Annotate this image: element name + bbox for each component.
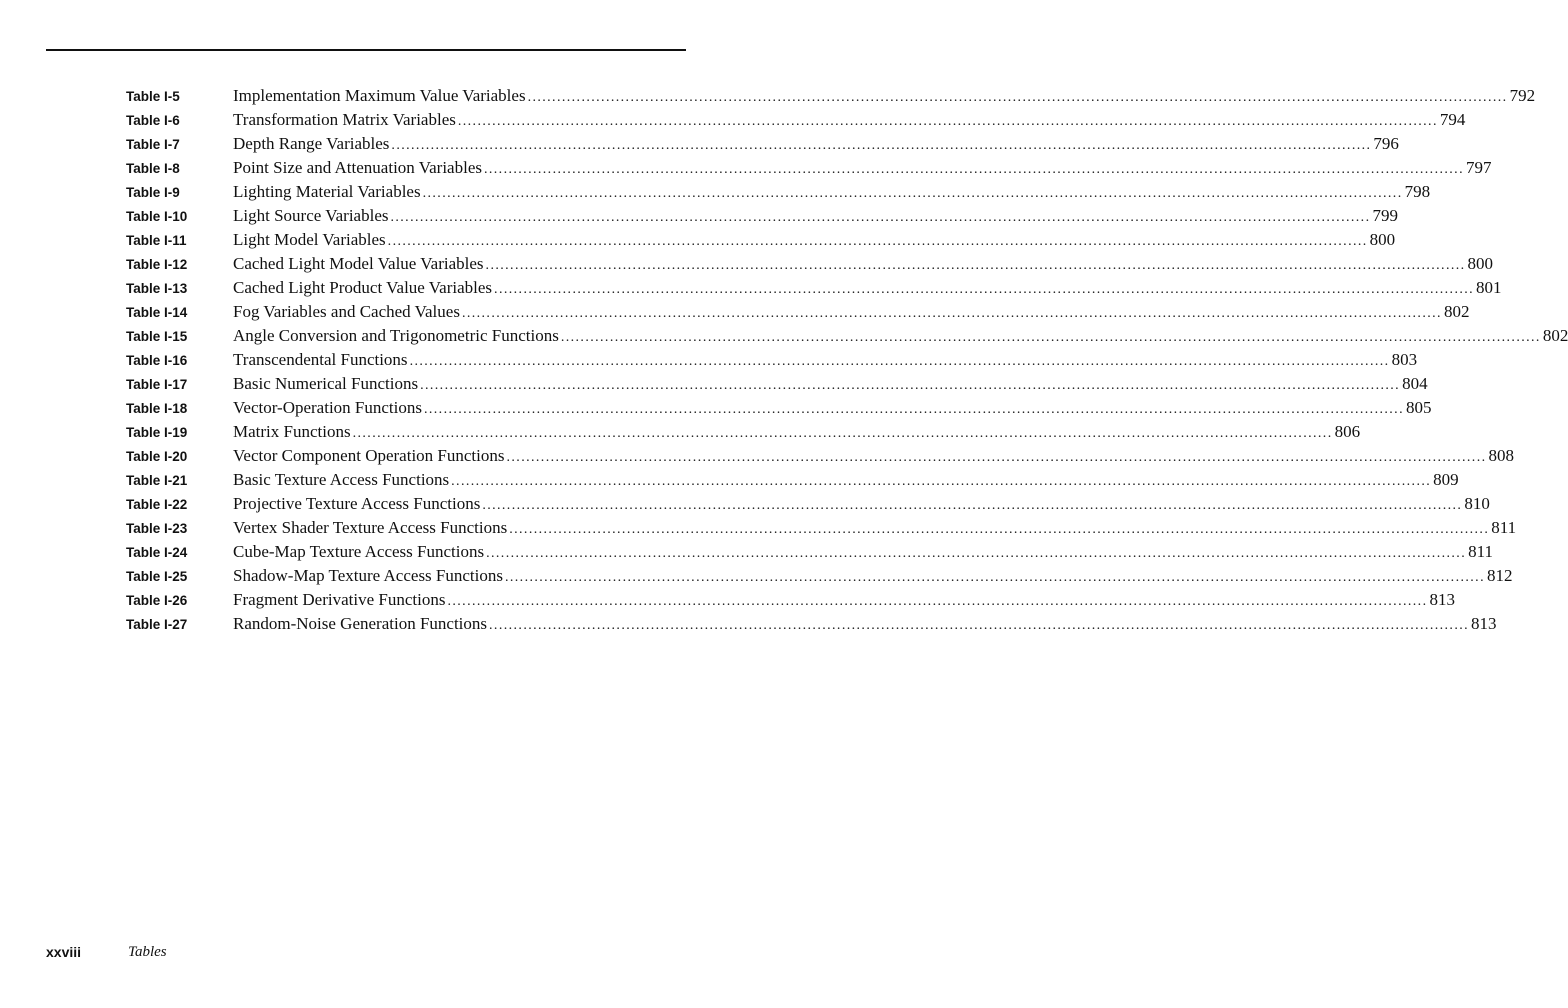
dot-leader: ........................................................................................................................................................................................................: [482, 498, 1463, 513]
table-number: Table I-27: [126, 617, 188, 632]
toc-row: [0, 229, 1396, 253]
table-title: Fog Variables and Cached Values: [233, 302, 460, 321]
dot-leader: ........................................................................................................................................................................................................: [409, 354, 1390, 369]
toc-entry: [233, 469, 1459, 493]
dot-leader: ........................................................................................................................................................................................................: [457, 114, 1438, 129]
table-title: Cached Light Product Value Variables: [233, 278, 493, 297]
table-number: Table I-15: [126, 329, 188, 344]
dot-leader: ........................................................................................................................................................................................................: [527, 90, 1508, 105]
toc-entry: [233, 229, 1396, 253]
table-number: Table I-7: [126, 137, 180, 152]
toc-entry: [233, 301, 1470, 325]
header-rule: [46, 49, 686, 51]
table-number: Table I-10: [126, 209, 188, 224]
toc-row: [0, 565, 1513, 589]
table-title: Point Size and Attenuation Variables: [233, 158, 482, 177]
table-number: Table I-16: [126, 353, 188, 368]
page-number: 803: [1391, 350, 1418, 369]
toc-row: [0, 325, 1568, 349]
table-title: Lighting Material Variables: [233, 182, 421, 201]
table-title: Vector Component Operation Functions: [233, 446, 505, 465]
table-number: Table I-12: [126, 257, 188, 272]
dot-leader: ........................................................................................................................................................................................................: [494, 282, 1475, 297]
toc-entry: [233, 85, 1536, 109]
toc-entry: [233, 253, 1494, 277]
toc-entry: [233, 565, 1513, 589]
page-number: 811: [1491, 518, 1517, 537]
toc-row: [0, 253, 1494, 277]
dot-leader: ........................................................................................................................................................................................................: [489, 618, 1470, 633]
toc-row: [0, 421, 1361, 445]
table-title: Transcendental Functions: [233, 350, 408, 369]
dot-leader: ........................................................................................................................................................................................................: [483, 162, 1464, 177]
dot-leader: ........................................................................................................................................................................................................: [506, 450, 1487, 465]
toc-entry: [233, 205, 1398, 229]
page-number: 794: [1439, 110, 1466, 129]
page-number: 800: [1369, 230, 1396, 249]
toc-row: [0, 349, 1418, 373]
page-number: 798: [1404, 182, 1431, 201]
toc-row: [0, 613, 1497, 637]
page-number: 802: [1542, 326, 1568, 345]
table-number: Table I-13: [126, 281, 188, 296]
toc-row: [0, 181, 1431, 205]
toc-entry: [233, 421, 1361, 445]
toc-entry: [233, 493, 1490, 517]
page-number: 799: [1372, 206, 1398, 225]
table-number: Table I-25: [126, 569, 188, 584]
page-number: 812: [1486, 566, 1513, 585]
table-number: Table I-18: [126, 401, 188, 416]
table-number: Table I-9: [126, 185, 180, 200]
page-number: 808: [1488, 446, 1514, 465]
page-number: 800: [1467, 254, 1494, 273]
table-number: Table I-8: [126, 161, 180, 176]
table-title: Fragment Derivative Functions: [233, 590, 446, 609]
toc-entry: [233, 349, 1418, 373]
footer-section-title: Tables: [128, 944, 167, 960]
toc-row: [0, 541, 1493, 565]
footer-page-number: xxviii: [46, 944, 82, 960]
table-number: Table I-14: [126, 305, 188, 320]
page-number: 806: [1334, 422, 1361, 441]
page-number: 792: [1509, 86, 1536, 105]
table-title: Light Source Variables: [233, 206, 389, 225]
toc-row: [0, 85, 1536, 109]
dot-leader: ........................................................................................................................................................................................................: [560, 330, 1541, 345]
page-number: 811: [1468, 542, 1493, 561]
toc-entry: [233, 397, 1432, 421]
toc-row: [0, 517, 1517, 541]
toc-entry: [233, 445, 1514, 469]
dot-leader: ........................................................................................................................................................................................................: [352, 426, 1333, 441]
toc-entry: [233, 373, 1428, 397]
dot-leader: ........................................................................................................................................................................................................: [447, 594, 1428, 609]
table-title: Basic Numerical Functions: [233, 374, 419, 393]
toc-entry: [233, 109, 1466, 133]
table-title: Depth Range Variables: [233, 134, 390, 153]
toc-row: [0, 157, 1492, 181]
toc-row: [0, 133, 1399, 157]
table-number: Table I-6: [126, 113, 180, 128]
table-title: Transformation Matrix Variables: [233, 110, 456, 129]
table-number: Table I-17: [126, 377, 188, 392]
table-title: Matrix Functions: [233, 422, 351, 441]
toc-entry: [233, 589, 1455, 613]
page-number: 805: [1405, 398, 1432, 417]
table-number: Table I-11: [126, 233, 187, 248]
toc-row: [0, 277, 1502, 301]
dot-leader: ........................................................................................................................................................................................................: [509, 522, 1490, 537]
table-title: Implementation Maximum Value Variables: [233, 86, 526, 105]
toc-row: [0, 445, 1514, 469]
dot-leader: ........................................................................................................................................................................................................: [486, 546, 1467, 561]
dot-leader: ........................................................................................................................................................................................................: [423, 402, 1404, 417]
table-number: Table I-26: [126, 593, 188, 608]
toc-entry: [233, 133, 1399, 157]
page-number: 801: [1476, 278, 1502, 297]
toc-entry: [233, 613, 1497, 637]
dot-leader: ........................................................................................................................................................................................................: [422, 186, 1403, 201]
toc-entry: [233, 157, 1492, 181]
toc-row: [0, 469, 1459, 493]
dot-leader: ........................................................................................................................................................................................................: [461, 306, 1442, 321]
toc-entry: [233, 517, 1517, 541]
page-number: 802: [1443, 302, 1470, 321]
dot-leader: ........................................................................................................................................................................................................: [451, 474, 1432, 489]
dot-leader: ........................................................................................................................................................................................................: [391, 138, 1372, 153]
table-title: Random-Noise Generation Functions: [233, 614, 488, 633]
page-number: 810: [1464, 494, 1490, 513]
table-title: Cube-Map Texture Access Functions: [233, 542, 485, 561]
dot-leader: ........................................................................................................................................................................................................: [387, 234, 1368, 249]
table-title: Angle Conversion and Trigonometric Functions: [233, 326, 559, 345]
toc-entry: [233, 277, 1502, 301]
table-number: Table I-20: [126, 449, 188, 464]
table-of-contents-list: [0, 85, 1568, 637]
dot-leader: ........................................................................................................................................................................................................: [420, 378, 1401, 393]
table-number: Table I-23: [126, 521, 188, 536]
page-number: 796: [1373, 134, 1399, 153]
table-title: Cached Light Model Value Variables: [233, 254, 484, 273]
toc-entry: [233, 325, 1568, 349]
dot-leader: ........................................................................................................................................................................................................: [390, 210, 1371, 225]
table-number: Table I-22: [126, 497, 188, 512]
toc-row: [0, 109, 1466, 133]
table-title: Light Model Variables: [233, 230, 386, 249]
table-number: Table I-19: [126, 425, 188, 440]
page-number: 813: [1471, 614, 1497, 633]
page-number: 797: [1465, 158, 1492, 177]
table-number: Table I-21: [126, 473, 188, 488]
page-number: 804: [1402, 374, 1428, 393]
table-number: Table I-5: [126, 89, 180, 104]
table-number: Table I-24: [126, 545, 188, 560]
toc-row: [0, 205, 1398, 229]
page-number: 813: [1429, 590, 1455, 609]
dot-leader: ........................................................................................................................................................................................................: [485, 258, 1466, 273]
table-title: Basic Texture Access Functions: [233, 470, 450, 489]
table-title: Shadow-Map Texture Access Functions: [233, 566, 503, 585]
toc-row: [0, 397, 1432, 421]
table-title: Vector-Operation Functions: [233, 398, 422, 417]
dot-leader: ........................................................................................................................................................................................................: [504, 570, 1485, 585]
toc-entry: [233, 181, 1431, 205]
page-number: 809: [1433, 470, 1459, 489]
table-title: Vertex Shader Texture Access Functions: [233, 518, 508, 537]
toc-row: [0, 589, 1455, 613]
toc-row: [0, 301, 1470, 325]
toc-row: [0, 493, 1490, 517]
toc-row: [0, 373, 1428, 397]
toc-entry: [233, 541, 1493, 565]
table-title: Projective Texture Access Functions: [233, 494, 481, 513]
